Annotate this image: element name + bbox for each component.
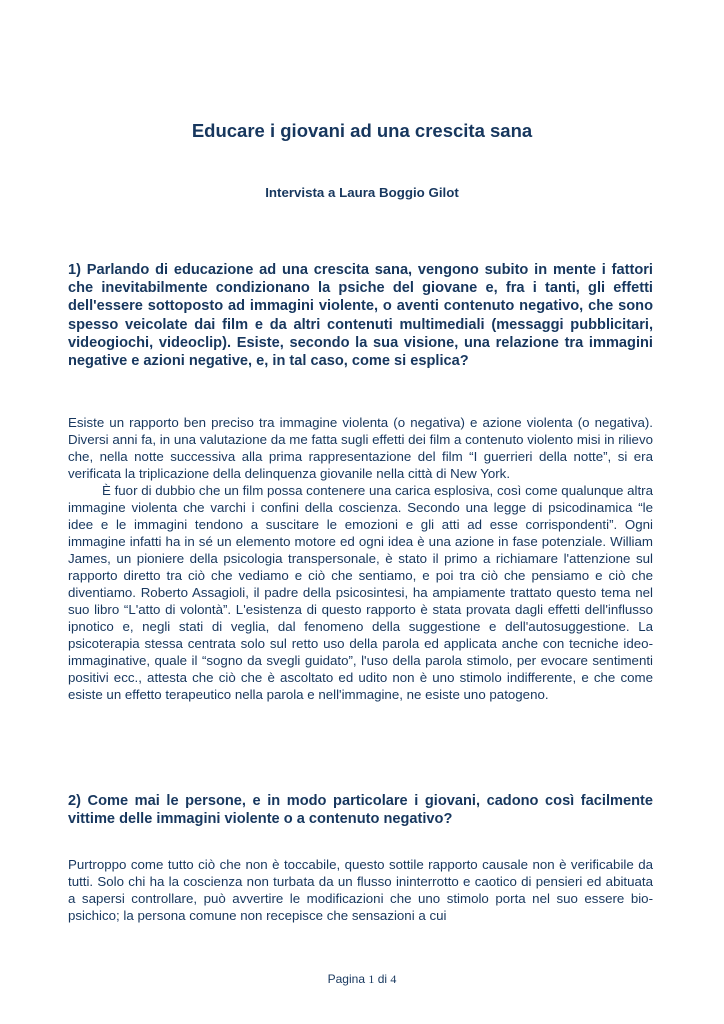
question-1: 1) Parlando di educazione ad una crescita sana, vengono subito in mente i fattori che inevitabilmente condizionano la psiche del giovane e, fra i tanti, gli effetti dell'essere sottoposto ad immagini violente, o aventi contenuto negativo, che sono spesso veicolate dai film e da altri contenuti multimediali (messaggi pubblicitari, videogiochi, videoclip). Esiste, secondo la sua visione, una relazione tra immagini negative e azioni negative, e, in tal caso, come si esplica? — [68, 262, 653, 370]
answer-1-paragraph-1: Esiste un rapporto ben preciso tra immagine violenta (o negativa) e azione violenta (o negativa). Diversi anni fa, in una valutazione da me fatta sugli effetti dei film a contenuto violento misi in rilievo che, nella notte successiva alla prima rappresentazione del film “I guerrieri della notte”, si era verificata la triplicazione della delinquenza giovanile nella città di New York. — [68, 415, 653, 481]
answer-1 — [68, 414, 653, 703]
answer-1-paragraph-2: È fuor di dubbio che un film possa contenere una carica esplosiva, così come qualunque altra immagine violenta che varchi i confini della coscienza. Secondo una legge di psicodinamica “le idee e le immagini tendono a suscitare le emozioni e gli atti ad esse corrispondenti”. Ogni immagine infatti ha in sé un elemento motore ed ogni idea è una azione in fase potenziale. William James, un pioniere della psicologia transpersonale, è stato il primo a richiamare l'attenzione sul rapporto diretto tra ciò che vediamo e ciò che sentiamo, e poi tra ciò che pensiamo e ciò che diventiamo. Roberto Assagioli, il padre della psicosintesi, ha ampiamente trattato questo tema nel suo libro “L'atto di volontà”. L'esistenza di questo rapporto è stata provata dagli effetti dell'influsso ipnotico e, negli stati di veglia, dal fenomeno della suggestione e dell'autosuggestione. La psicoterapia stessa centrata solo sul retto uso della parola ed applicata anche con tecniche ideo-immaginative, quale il “sogno da svegli guidato”, l'uso della parola stimolo, per evocare sentimenti positivi ecc., attesta che ciò che è ascoltato ed udito non è uno stimolo indifferente, e che come esiste un effetto terapeutico nella parola e nell'immagine, ne esiste uno patogeno. — [68, 483, 653, 702]
question-2: 2) Come mai le persone, e in modo particolare i giovani, cadono così facilmente vittime delle immagini violente o a contenuto negativo? — [68, 793, 653, 828]
document-subtitle: Intervista a Laura Boggio Gilot — [265, 185, 459, 200]
page-label: Pagina — [327, 972, 365, 986]
of-label: di — [377, 972, 388, 986]
answer-2-paragraph-1: Purtroppo come tutto ciò che non è toccabile, questo sottile rapporto causale non è verificabile da tutti. Solo chi ha la coscienza non turbata da un flusso ininterrotto e caotico di pensieri ed abituata a sapersi controllare, può avvertire le modificazioni che uno stimolo porta nel suo essere bio-psichico; la persona comune non recepisce che sensazioni a cui — [68, 857, 653, 923]
page-number: 1 — [368, 972, 375, 986]
answer-2 — [68, 856, 653, 924]
page-footer — [0, 972, 724, 987]
page-total: 4 — [390, 972, 397, 986]
document-title: Educare i giovani ad una crescita sana — [191, 120, 533, 141]
